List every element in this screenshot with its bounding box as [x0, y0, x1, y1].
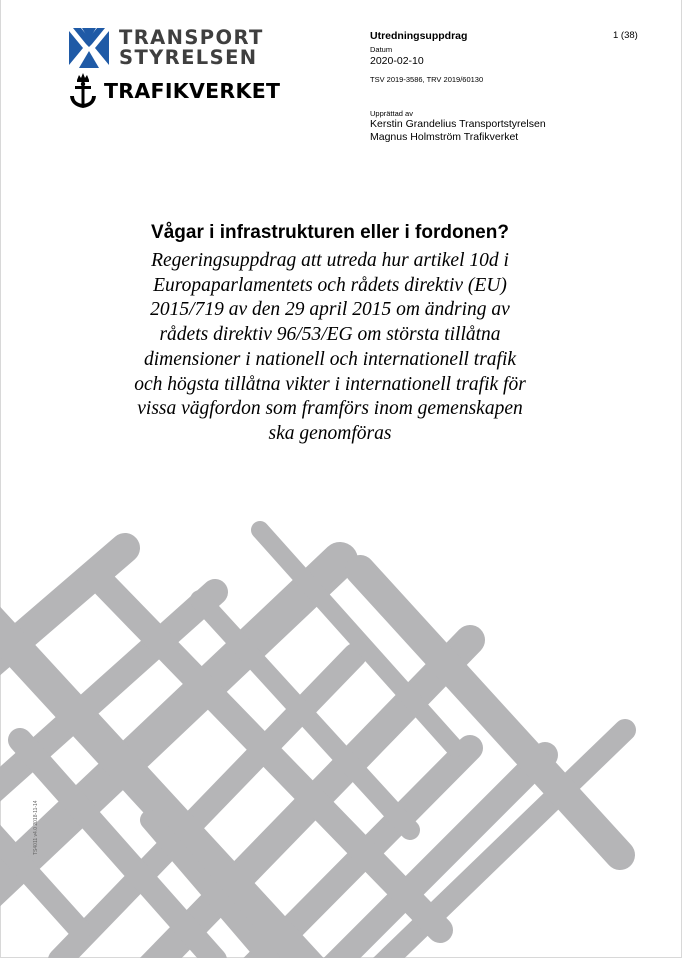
title-block [100, 222, 560, 447]
logo-ts-line-2: STYRELSEN [119, 46, 258, 69]
subtitle-line: och högsta tillåtna vikter i internationell trafik för [134, 373, 526, 395]
author-2: Magnus Holmström Trafikverket [370, 131, 519, 143]
subtitle-line: Europaparlamentets och rådets direktiv (EU) [153, 274, 507, 296]
subtitle-line: ska genomföras [268, 422, 392, 444]
subtitle-line: 2015/719 av den 29 april 2015 om ändring av [150, 299, 510, 321]
trafikverket-logo [68, 72, 280, 110]
decorative-road-pattern [0, 490, 682, 958]
document-type: Utredningsuppdrag [370, 30, 468, 42]
subtitle-line: dimensioner i nationell och internationell trafik [143, 348, 517, 370]
form-code: TS4011 v4.0 2018-11-14 [33, 800, 39, 855]
document-metadata [370, 30, 640, 144]
logo-ts-line-1: TRANSPORT [119, 26, 264, 49]
prepared-by-label: Upprättad av [370, 109, 413, 118]
page-title: Vågar i infrastrukturen eller i fordonen? [151, 222, 509, 243]
author-1: Kerstin Grandelius Transportstyrelsen [370, 118, 546, 130]
transportstyrelsen-logo [69, 28, 264, 68]
subtitle-line: vissa vägfordon som framförs inom gemenskapen [137, 398, 523, 420]
subtitle [100, 249, 560, 447]
date-value: 2020-02-10 [370, 55, 424, 67]
reference-numbers: TSV 2019-3586, TRV 2019/60130 [370, 75, 484, 84]
page-number: 1 (38) [613, 30, 638, 41]
date-label: Datum [370, 45, 393, 54]
logo-tv-text: TRAFIKVERKET [104, 79, 281, 103]
transportstyrelsen-emblem-icon [69, 28, 109, 68]
subtitle-line: Regeringsuppdrag att utreda hur artikel 10d i [151, 250, 509, 271]
crown-anchor-icon [68, 72, 98, 110]
subtitle-line: rådets direktiv 96/53/EG om största tillåtna [159, 324, 501, 346]
